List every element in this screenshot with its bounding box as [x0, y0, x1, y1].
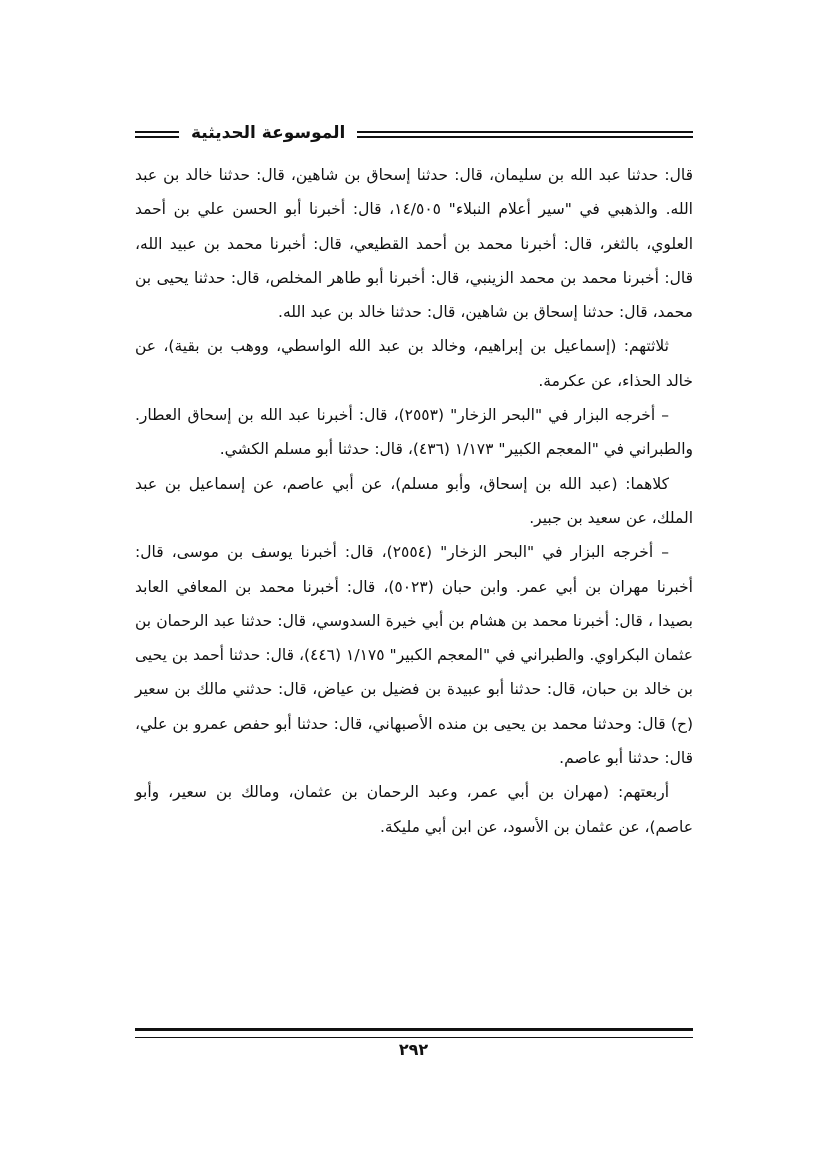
paragraph: أربعتهم: (مهران بن أبي عمر، وعبد الرحمان بن عثمان، ومالك بن سعير، وأبو عاصم)، عن عثمان بن الأسود، عن ابن أبي مليكة. — [135, 783, 693, 836]
paragraph: – أخرجه البزار في "البحر الزخار" (٢٥٥٣)، قال: أخبرنا عبد الله بن إسحاق العطار. والطبراني في "المعجم الكبير" ١/١٧٣ (٤٣٦)، قال: حدثنا أبو مسلم الكشي. — [135, 406, 693, 459]
running-header — [135, 120, 693, 146]
page-title: الموسوعة الحديثية — [191, 123, 346, 143]
header-rule-left — [135, 131, 179, 138]
main-text — [135, 158, 693, 844]
paragraph: ثلاثتهم: (إسماعيل بن إبراهيم، وخالد بن عبد الله الواسطي، ووهب بن بقية)، عن خالد الحذاء، عن عكرمة. — [135, 337, 693, 390]
header-rule-right — [357, 131, 693, 138]
paragraph: – أخرجه البزار في "البحر الزخار" (٢٥٥٤)، قال: أخبرنا يوسف بن موسى، قال: أخبرنا مهران بن أبي عمر. وابن حبان (٥٠٢٣)، قال: أخبرنا محمد بن المعافي العابد بصيدا ، قال: أخبرنا محمد بن هشام بن أبي خيرة السدوسي، قال: حدثنا عبد الرحمان بن عثمان البكراوي. والطبراني في "المعجم الكبير" ١/١٧٥ (٤٤٦)، قال: حدثنا أحمد بن يحيى بن خالد بن حبان، قال: حدثنا أبو عبيدة بن فضيل بن عياض، قال: حدثني مالك بن سعير (ح) قال: وحدثنا محمد بن يحيى بن منده الأصبهاني، قال: حدثنا أبو حفص عمرو بن علي، قال: حدثنا أبو عاصم. — [135, 543, 693, 768]
footer-rule — [135, 1028, 693, 1038]
paragraph: قال: حدثنا عبد الله بن سليمان، قال: حدثنا إسحاق بن شاهين، قال: حدثنا خالد بن عبد الله. والذهبي في "سير أعلام النبلاء" ١٤/٥٠٥، قال: أخبرنا أبو الحسن علي بن أحمد العلوي، بالثغر، قال: أخبرنا محمد بن أحمد القطيعي، قال: أخبرنا محمد بن عبيد الله، قال: أخبرنا محمد بن محمد الزينبي، قال: أخبرنا أبو طاهر المخلص، قال: حدثنا يحيى بن محمد، قال: حدثنا إسحاق بن شاهين، قال: حدثنا خالد بن عبد الله. — [135, 166, 693, 322]
paragraph: كلاهما: (عبد الله بن إسحاق، وأبو مسلم)، عن أبي عاصم، عن إسماعيل بن عبد الملك، عن سعيد بن جبير. — [135, 474, 693, 527]
page-number: ٢٩٢ — [398, 1040, 429, 1059]
